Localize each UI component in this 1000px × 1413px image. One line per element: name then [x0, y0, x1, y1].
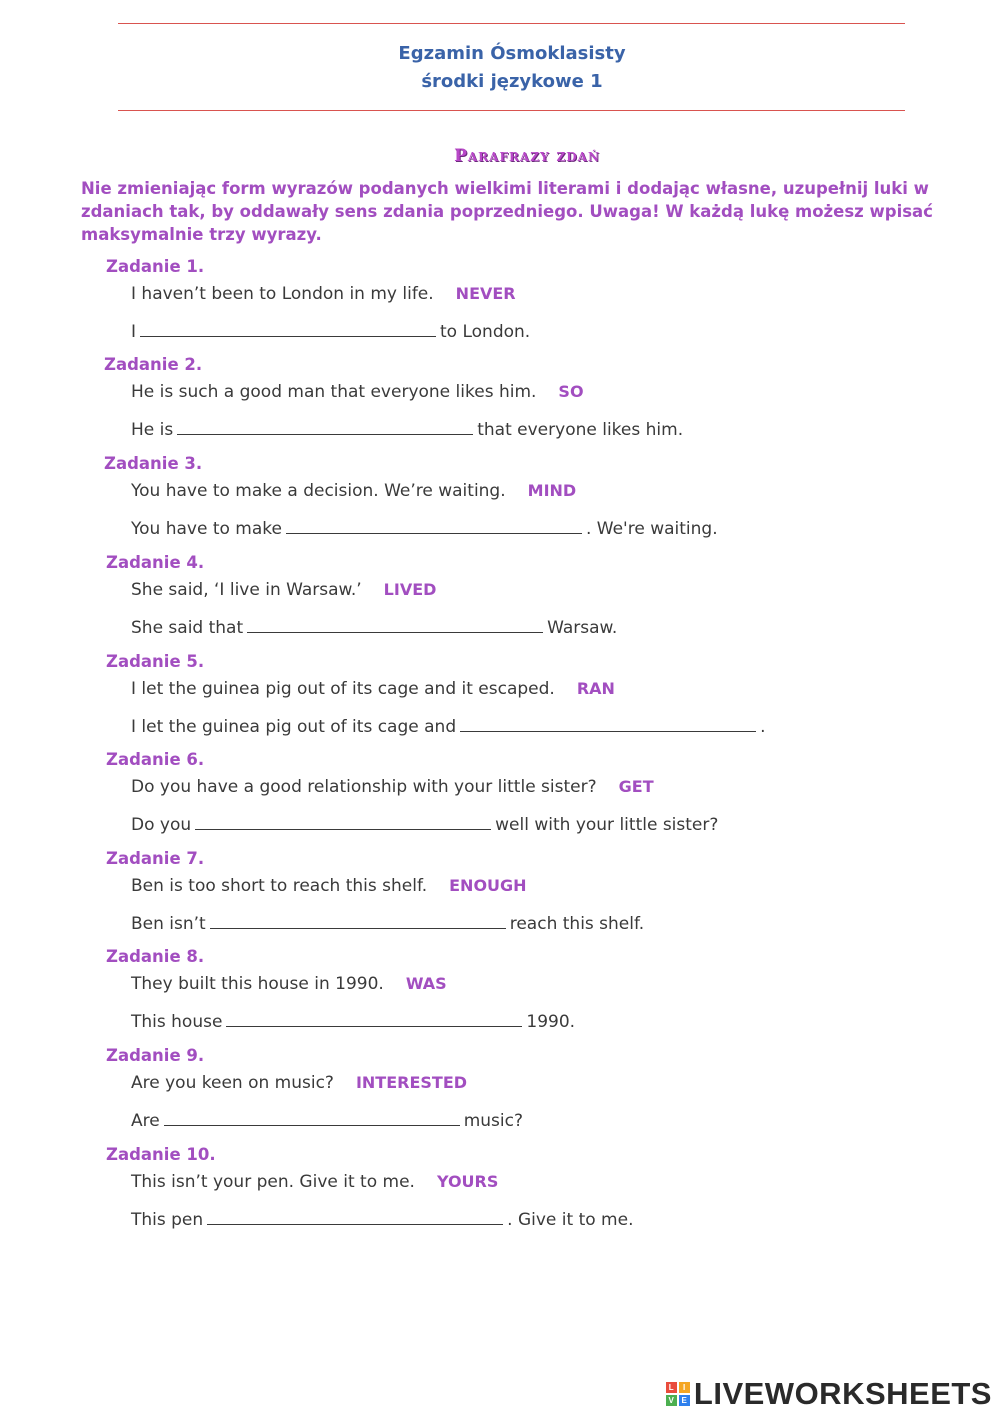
logo-mark-cell: E — [679, 1395, 690, 1406]
task-4 — [0, 553, 1000, 653]
sentence-text: Do you have a good relationship with your little sister? — [131, 777, 597, 797]
logo-mark-cell: V — [666, 1395, 677, 1406]
exam-subtitle: środki językowe 1 — [421, 71, 603, 92]
rewrite-sentence — [131, 420, 683, 440]
rewrite-sentence — [131, 717, 766, 737]
task-title: Zadanie 3. — [104, 454, 203, 473]
source-sentence — [131, 679, 615, 699]
keyword: INTERESTED — [355, 1073, 468, 1092]
rewrite-before: You have to make — [131, 519, 282, 539]
source-sentence — [131, 876, 527, 896]
rewrite-after: to London. — [440, 322, 531, 342]
rewrite-sentence — [131, 1012, 575, 1032]
keyword: GET — [618, 777, 654, 796]
exam-title: Egzamin Ósmoklasisty — [398, 43, 626, 64]
rewrite-before: Ben isn’t — [131, 914, 206, 934]
task-title: Zadanie 5. — [106, 652, 205, 671]
rewrite-before: This pen — [131, 1210, 204, 1230]
keyword: SO — [558, 382, 584, 401]
answer-blank[interactable] — [247, 618, 543, 633]
source-sentence — [131, 284, 516, 304]
task-title: Zadanie 1. — [106, 257, 205, 276]
instructions: Nie zmieniając form wyrazów podanych wielkimi literami i dodając własne, uzupełnij luki w zdaniach tak, by oddawały sens zdania poprzedniego. Uwaga! W każdą lukę możesz wpisać maksymalnie trzy wyrazy. — [81, 179, 933, 244]
rewrite-after: music? — [463, 1111, 524, 1131]
rewrite-before: She said that — [131, 618, 244, 638]
source-sentence — [131, 580, 436, 600]
task-title: Zadanie 4. — [106, 553, 205, 572]
rewrite-after: well with your little sister? — [495, 815, 719, 835]
rewrite-after: reach this shelf. — [509, 914, 645, 934]
section-title: Parafrazy zdań — [454, 146, 600, 166]
task-title: Zadanie 8. — [106, 947, 205, 966]
sentence-text: They built this house in 1990. — [131, 974, 384, 994]
rewrite-sentence — [131, 914, 644, 934]
keyword: YOURS — [436, 1172, 499, 1191]
answer-blank[interactable] — [164, 1111, 460, 1126]
keyword: LIVED — [383, 580, 437, 599]
rewrite-sentence — [131, 1210, 634, 1230]
header-bottom-rule — [118, 110, 905, 111]
source-sentence — [131, 1073, 467, 1093]
task-9 — [0, 1046, 1000, 1146]
rewrite-after: . We're waiting. — [585, 519, 718, 539]
rewrite-before: I — [131, 322, 137, 342]
answer-blank[interactable] — [210, 914, 506, 929]
sentence-text: You have to make a decision. We’re waiting. — [131, 481, 506, 501]
keyword: NEVER — [455, 284, 516, 303]
rewrite-after: that everyone likes him. — [477, 420, 684, 440]
liveworksheets-logo[interactable] — [666, 1376, 992, 1412]
source-sentence — [131, 777, 654, 797]
sentence-text: Ben is too short to reach this shelf. — [131, 876, 428, 896]
answer-blank[interactable] — [226, 1012, 522, 1027]
rewrite-after: . Give it to me. — [507, 1210, 634, 1230]
logo-mark-cell: L — [666, 1382, 677, 1393]
source-sentence — [131, 974, 447, 994]
sentence-text: He is such a good man that everyone likes him. — [131, 382, 537, 402]
sentence-text: Are you keen on music? — [131, 1073, 334, 1093]
task-title: Zadanie 10. — [106, 1145, 216, 1164]
rewrite-sentence — [131, 519, 718, 539]
sentence-text: I let the guinea pig out of its cage and it escaped. — [131, 679, 555, 699]
task-8 — [0, 947, 1000, 1047]
rewrite-after: 1990. — [526, 1012, 576, 1032]
answer-blank[interactable] — [286, 519, 582, 534]
logo-text: LIVEWORKSHEETS — [693, 1376, 992, 1411]
rewrite-before: Do you — [131, 815, 192, 835]
answer-blank[interactable] — [140, 322, 436, 337]
task-title: Zadanie 6. — [106, 750, 205, 769]
sentence-text: I haven’t been to London in my life. — [131, 284, 434, 304]
keyword: MIND — [527, 481, 577, 500]
rewrite-sentence — [131, 322, 530, 342]
rewrite-before: Are — [131, 1111, 160, 1131]
rewrite-before: He is — [131, 420, 174, 440]
sentence-text: She said, ‘I live in Warsaw.’ — [131, 580, 362, 600]
keyword: WAS — [405, 974, 447, 993]
rewrite-after: Warsaw. — [547, 618, 618, 638]
answer-blank[interactable] — [195, 815, 491, 830]
task-2 — [0, 355, 1000, 455]
header-top-rule — [118, 23, 905, 24]
task-title: Zadanie 2. — [104, 355, 203, 374]
task-7 — [0, 849, 1000, 949]
logo-mark-cell: I — [679, 1382, 690, 1393]
answer-blank[interactable] — [177, 420, 473, 435]
sentence-text: This isn’t your pen. Give it to me. — [131, 1172, 415, 1192]
answer-blank[interactable] — [460, 717, 756, 732]
task-title: Zadanie 7. — [106, 849, 205, 868]
task-5 — [0, 652, 1000, 752]
task-title: Zadanie 9. — [106, 1046, 205, 1065]
rewrite-before: I let the guinea pig out of its cage and — [131, 717, 457, 737]
source-sentence — [131, 1172, 498, 1192]
source-sentence — [131, 481, 576, 501]
answer-blank[interactable] — [207, 1210, 503, 1225]
keyword: ENOUGH — [449, 876, 527, 895]
rewrite-before: This house — [131, 1012, 223, 1032]
rewrite-sentence — [131, 815, 718, 835]
rewrite-sentence — [131, 1111, 523, 1131]
task-6 — [0, 750, 1000, 850]
source-sentence — [131, 382, 584, 402]
keyword: RAN — [576, 679, 615, 698]
logo-mark-icon — [666, 1382, 690, 1406]
task-3 — [0, 454, 1000, 554]
task-1 — [0, 257, 1000, 357]
task-10 — [0, 1145, 1000, 1245]
rewrite-sentence — [131, 618, 617, 638]
rewrite-after: . — [760, 717, 766, 737]
page-header — [0, 40, 1000, 96]
